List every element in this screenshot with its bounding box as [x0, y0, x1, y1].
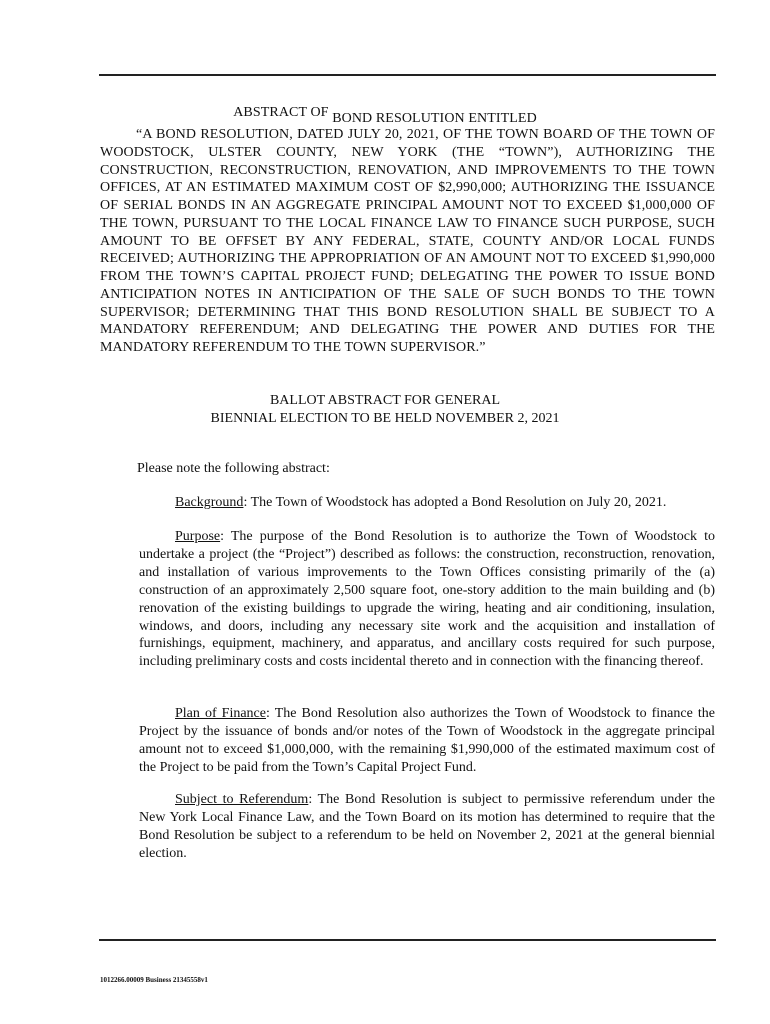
subject-to-referendum-paragraph	[139, 791, 715, 863]
plan-of-finance-heading: Plan of Finance	[175, 706, 266, 721]
resolution-title-text: “A BOND RESOLUTION, DATED JULY 20, 2021, OF THE TOWN BOARD OF THE TOWN OF WOODSTOCK, ULSTER COUNTY, NEW YORK (THE “TOWN”), AUTHORIZING THE CONSTRUCTION, RECONSTRUCTION, RENOVATION, AND IMPROVEMENTS TO THE TOWN OFFICES, AT AN ESTIMATED MAXIMUM COST OF $2,990,000; AUTHORIZING THE ISSUANCE OF SERIAL BONDS IN AN AGGREGATE PRINCIPAL AMOUNT NOT TO EXCEED $1,000,000 OF THE TOWN, PURSUANT TO THE LOCAL FINANCE LAW TO FINANCE SUCH PURPOSE, SUCH AMOUNT TO BE OFFSET BY ANY FEDERAL, STATE, COUNTY AND/OR LOCAL FUNDS RECEIVED; AUTHORIZING THE APPROPRIATION OF AN AMOUNT NOT TO EXCEED $1,990,000 FROM THE TOWN’S CAPITAL PROJECT FUND; DELEGATING THE POWER TO ISSUE BOND ANTICIPATION NOTES IN ANTICIPATION OF THE SALE OF SUCH BONDS TO THE TOWN SUPERVISOR; DETERMINING THAT THIS BOND RESOLUTION SHALL BE SUBJECT TO A MANDATORY REFERENDUM; AND DELEGATING THE POWER AND DUTIES FOR THE MANDATORY REFERENDUM TO THE TOWN SUPERVISOR.”	[100, 127, 715, 355]
abstract-title-part1: ABSTRACT OF	[233, 105, 329, 120]
bottom-rule	[99, 939, 716, 941]
background-heading: Background	[175, 495, 244, 510]
ballot-heading-line2: BIENNIAL ELECTION TO BE HELD NOVEMBER 2, 2021	[210, 411, 560, 426]
plan-of-finance-text: : The Bond Resolution also authorizes the Town of Woodstock to finance the Project by the issuance of bonds and/or notes of the Town of Woodstock in the aggregate principal amount not to exceed $1,000,000, with the remaining $1,990,000 of the estimated maximum cost of the Project to be paid from the Town’s Capital Project Fund.	[139, 706, 715, 775]
abstract-intro: Please note the following abstract:	[137, 461, 330, 476]
background-paragraph	[139, 494, 715, 512]
background-text: : The Town of Woodstock has adopted a Bond Resolution on July 20, 2021.	[243, 495, 667, 510]
plan-of-finance-paragraph	[139, 705, 715, 777]
ballot-heading-line1: BALLOT ABSTRACT FOR GENERAL	[269, 393, 501, 408]
purpose-text: : The purpose of the Bond Resolution is to authorize the Town of Woodstock to undertake a project (the “Project”) described as follows: the construction, reconstruction, renovation, and installation of various improvements to the Town Offices consisting primarily of the (a) construction of an approximately 2,500 square foot, one-story addition to the main building and (b) renovation of the existing buildings to upgrade the wiring, heating and air conditioning, insulation, windows, and doors, including any necessary site work and the acquisition and installation of furnishings, equipment, machinery, and apparatus, and ancillary costs required for such purpose, including preliminary costs and costs incidental thereto and in connection with the financing thereof.	[139, 529, 715, 670]
top-rule	[99, 74, 716, 76]
purpose-paragraph	[139, 528, 715, 671]
abstract-title-part2: BOND RESOLUTION ENTITLED	[332, 111, 537, 126]
purpose-heading: Purpose	[175, 529, 221, 544]
subject-to-referendum-heading: Subject to Referendum	[175, 792, 309, 807]
ballot-abstract-heading	[0, 392, 770, 428]
subject-to-referendum-text: : The Bond Resolution is subject to permissive referendum under the New York Local Finance Law, and the Town Board on its motion has determined to require that the Bond Resolution be subject to a referendum to be held on November 2, 2021 at the general biennial election.	[139, 792, 715, 861]
abstract-title	[0, 104, 770, 126]
footer-document-id: 1012266.00009 Business 21345558v1	[100, 976, 208, 984]
